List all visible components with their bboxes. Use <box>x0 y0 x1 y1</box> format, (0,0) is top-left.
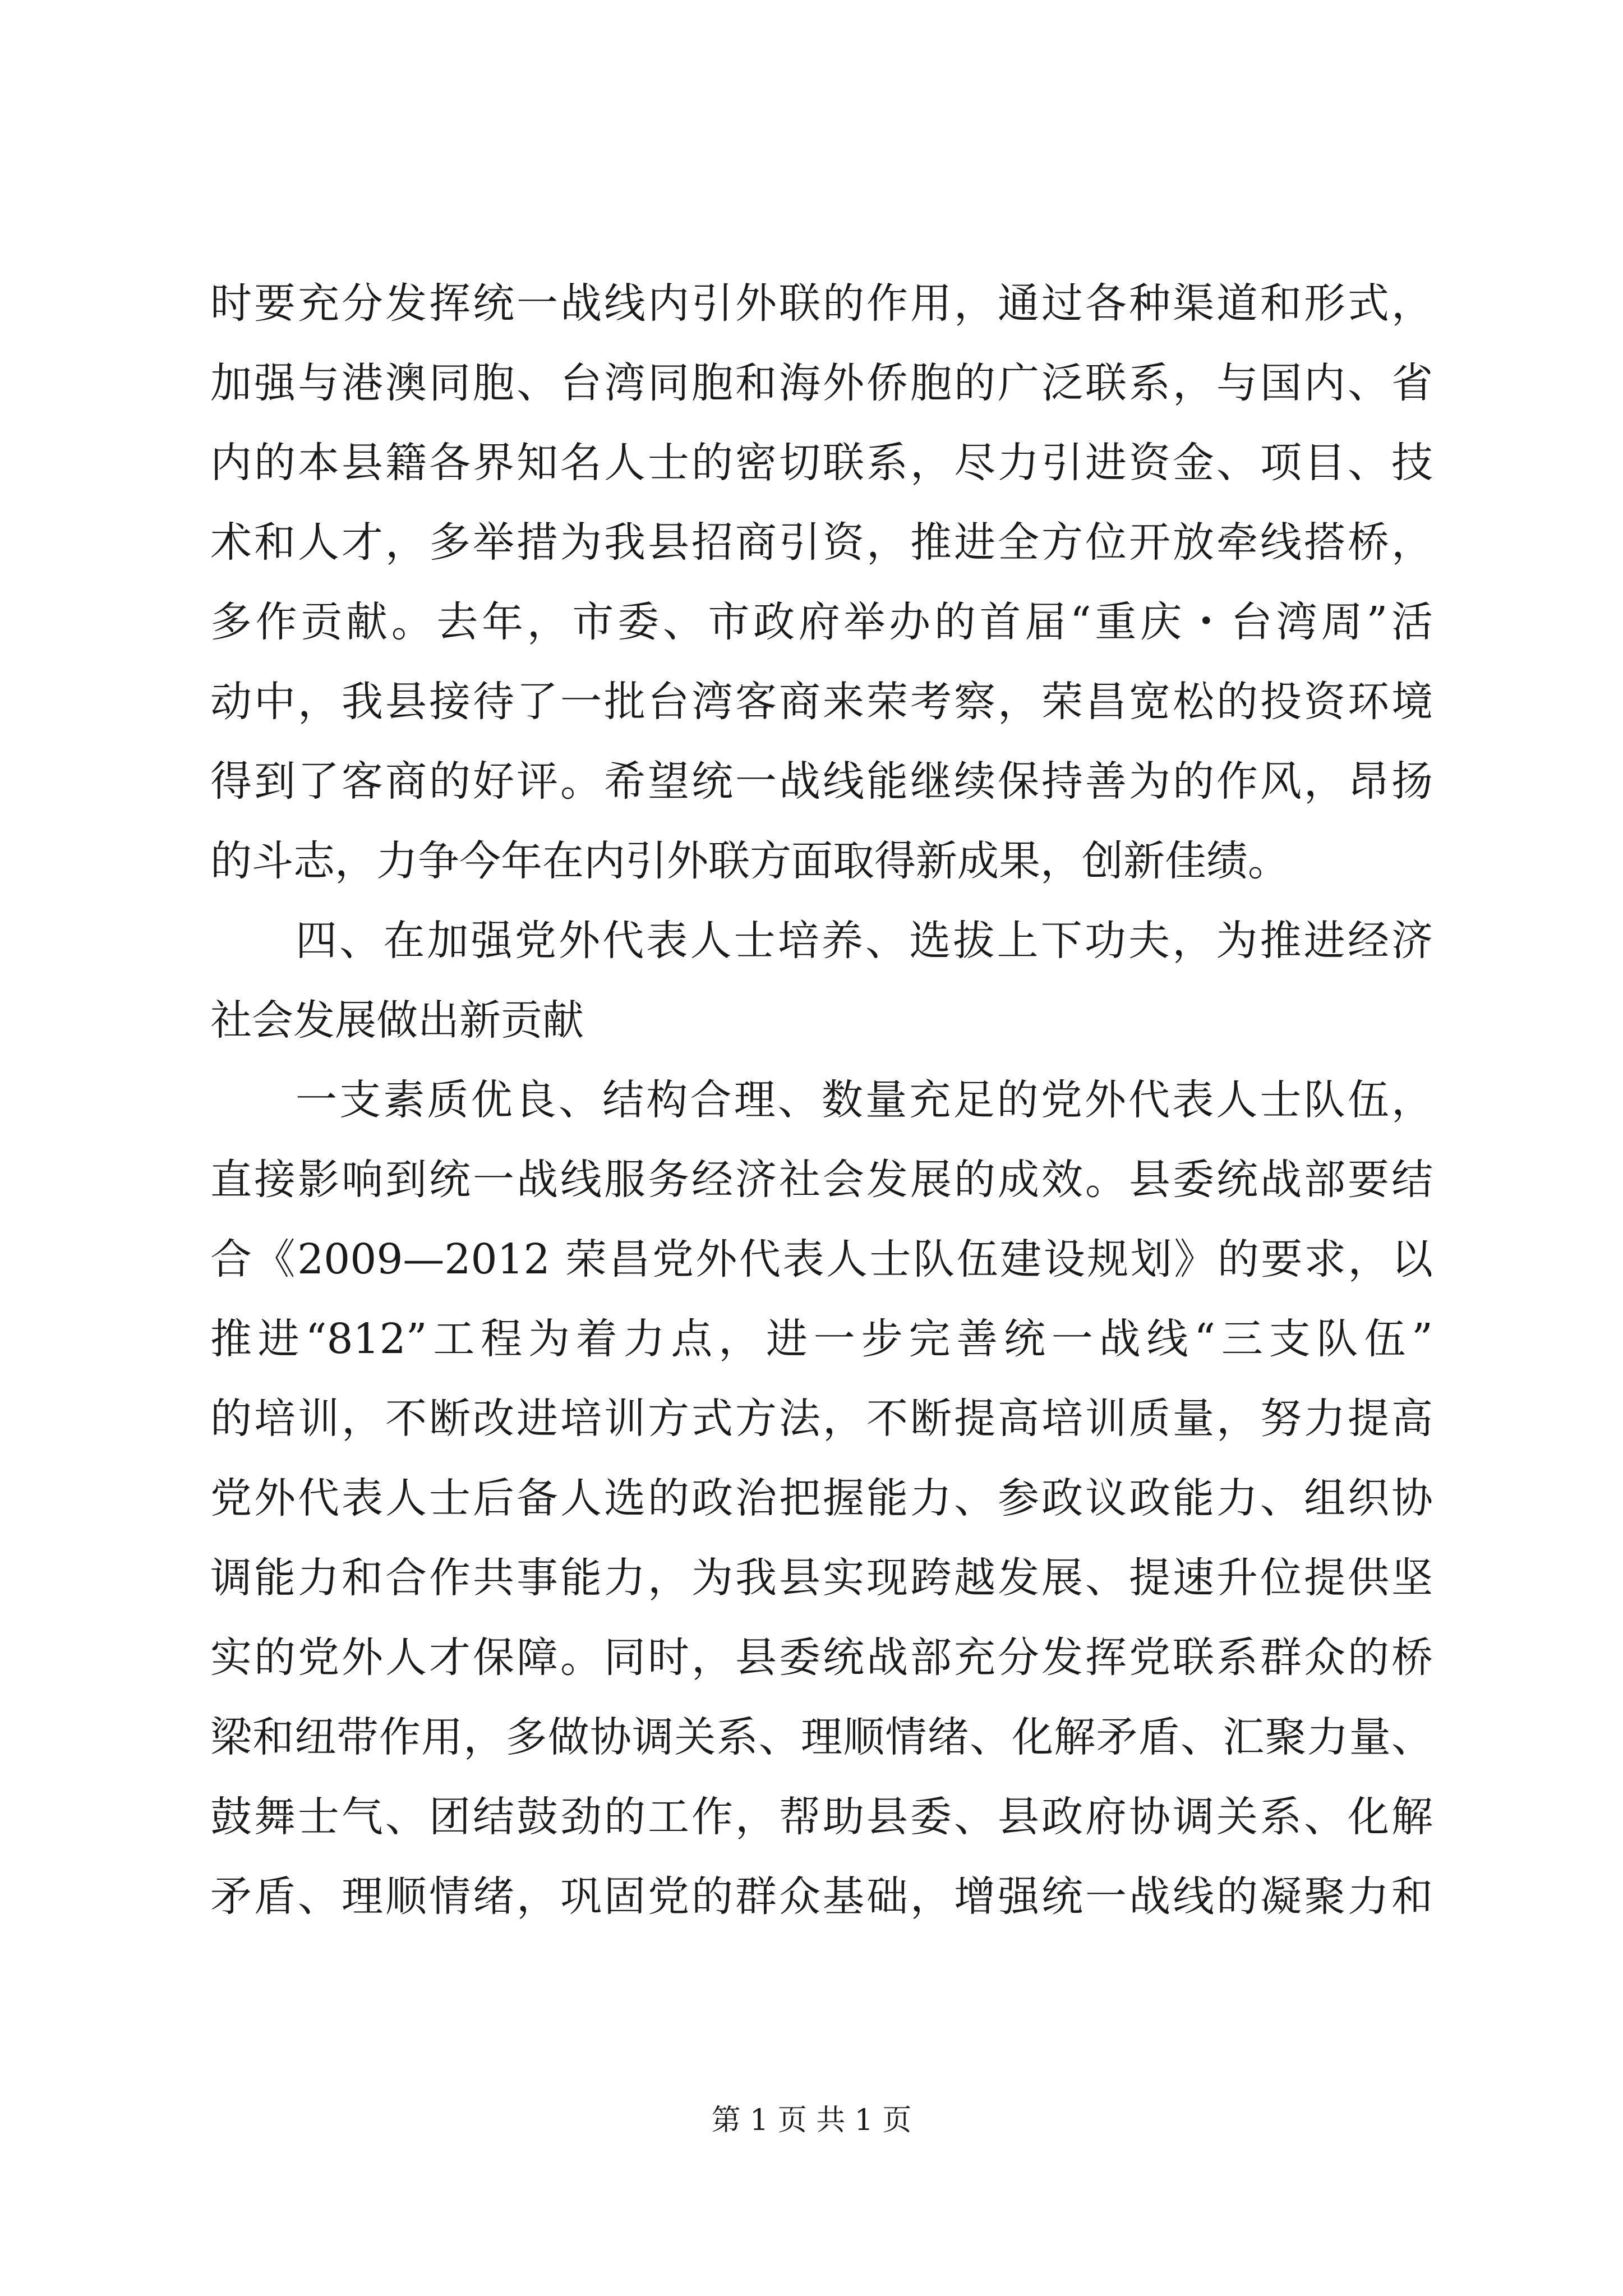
text-line: 得到了客商的好评。希望统一战线能继续保持善为的作风，昂扬 <box>210 757 1433 806</box>
text-line: 的斗志，力争今年在内引外联方面取得新成果，创新佳绩。 <box>210 837 1289 885</box>
text-line: 内的本县籍各界知名人士的密切联系，尽力引进资金、项目、技 <box>210 439 1433 487</box>
text-line: 合《2009—2012 荣昌党外代表人士队伍建设规划》的要求，以 <box>210 1235 1433 1283</box>
text-line: 梁和纽带作用，多做协调关系、理顺情绪、化解矛盾、汇聚力量、 <box>210 1713 1433 1761</box>
text-line: 鼓舞士气、团结鼓劲的工作，帮助县委、县政府协调关系、化解 <box>210 1793 1433 1841</box>
section-heading-line: 四、在加强党外代表人士培养、选拔上下功夫，为推进经济 <box>296 917 1433 965</box>
text-line: 矛盾、理顺情绪，巩固党的群众基础，增强统一战线的凝聚力和 <box>210 1872 1433 1921</box>
text-line: 党外代表人士后备人选的政治把握能力、参政议政能力、组织协 <box>210 1474 1433 1522</box>
text-line: 一支素质优良、结构合理、数量充足的党外代表人士队伍， <box>296 1076 1433 1124</box>
section-heading-line: 社会发展做出新贡献 <box>210 996 584 1045</box>
text-line: 直接影响到统一战线服务经济社会发展的成效。县委统战部要结 <box>210 1156 1433 1204</box>
text-line: 动中，我县接待了一批台湾客商来荣考察，荣昌宽松的投资环境 <box>210 678 1433 726</box>
text-line: 加强与港澳同胞、台湾同胞和海外侨胞的广泛联系，与国内、省 <box>210 359 1433 407</box>
text-line: 实的党外人才保障。同时，县委统战部充分发挥党联系群众的桥 <box>210 1634 1433 1682</box>
page-number: 第 1 页 共 1 页 <box>711 2104 912 2137</box>
text-line: 的培训，不断改进培训方式方法，不断提高培训质量，努力提高 <box>210 1395 1433 1443</box>
text-line: 时要充分发挥统一战线内引外联的作用，通过各种渠道和形式， <box>210 279 1433 328</box>
text-line: 调能力和合作共事能力，为我县实现跨越发展、提速升位提供坚 <box>210 1554 1433 1602</box>
page-footer <box>0 2098 1623 2143</box>
text-line: 多作贡献。去年，市委、市政府举办的首届“重庆・台湾周”活 <box>210 598 1433 646</box>
document-body <box>210 264 1433 1936</box>
text-line: 术和人才，多举措为我县招商引资，推进全方位开放牵线搭桥， <box>210 518 1433 567</box>
text-line: 推进“812”工程为着力点，进一步完善统一战线“三支队伍” <box>210 1315 1433 1363</box>
